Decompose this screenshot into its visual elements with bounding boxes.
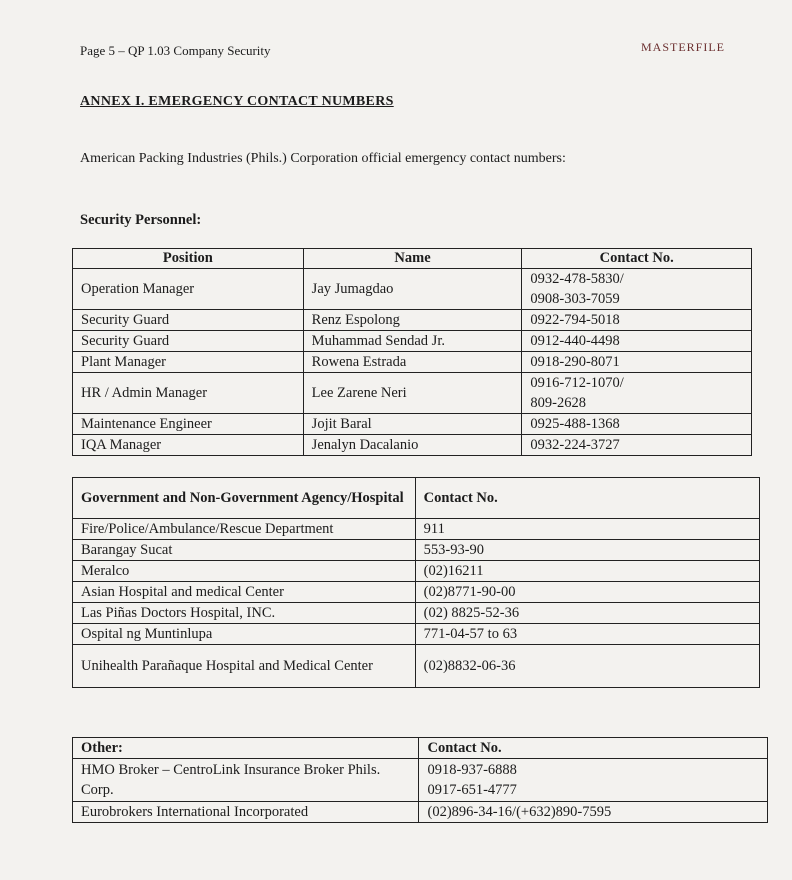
- table-row: [73, 582, 760, 603]
- other-name-cell: Eurobrokers International Incorporated: [73, 802, 419, 823]
- name-cell: Rowena Estrada: [303, 352, 522, 373]
- annex-title: ANNEX I. EMERGENCY CONTACT NUMBERS: [80, 94, 394, 109]
- contact-cell: 0922-794-5018: [522, 310, 752, 331]
- security-section-label: Security Personnel:: [80, 212, 202, 228]
- contact-line: 0918-937-6888: [427, 762, 517, 778]
- contact-cell: (02)8771-90-00: [415, 582, 759, 603]
- intro-text: American Packing Industries (Phils.) Corporation official emergency contact numbers:: [80, 151, 566, 166]
- name-cell: Lee Zarene Neri: [303, 373, 522, 414]
- position-cell: Maintenance Engineer: [73, 414, 304, 435]
- table-row: [73, 310, 752, 331]
- table-row: [73, 561, 760, 582]
- name-cell: Jay Jumagdao: [303, 269, 522, 310]
- table-header-row: [73, 249, 752, 269]
- table-row: [73, 373, 752, 414]
- column-header-agency: Government and Non-Government Agency/Hospital: [73, 478, 416, 519]
- position-cell: IQA Manager: [73, 435, 304, 456]
- name-cell: Jojit Baral: [303, 414, 522, 435]
- contact-cell: (02)896-34-16/(+632)890-7595: [419, 802, 768, 823]
- position-cell: HR / Admin Manager: [73, 373, 304, 414]
- contact-cell: 0925-488-1368: [522, 414, 752, 435]
- contact-cell: (02)8832-06-36: [415, 645, 759, 688]
- position-cell: Security Guard: [73, 331, 304, 352]
- agency-cell: Las Piñas Doctors Hospital, INC.: [73, 603, 416, 624]
- table-row: [73, 331, 752, 352]
- table-header-row: [73, 478, 760, 519]
- table-row: [73, 519, 760, 540]
- column-header-position: Position: [73, 249, 304, 269]
- contact-line: 0917-651-4777: [427, 782, 517, 798]
- security-personnel-table: [72, 248, 752, 456]
- contact-cell: 0912-440-4498: [522, 331, 752, 352]
- contact-cell: 771-04-57 to 63: [415, 624, 759, 645]
- table-row: [73, 624, 760, 645]
- government-contacts-table: [72, 477, 760, 688]
- agency-cell: Ospital ng Muntinlupa: [73, 624, 416, 645]
- agency-cell: Unihealth Parañaque Hospital and Medical Center: [73, 645, 416, 688]
- name-cell: Renz Espolong: [303, 310, 522, 331]
- name-cell: Muhammad Sendad Jr.: [303, 331, 522, 352]
- page-header: Page 5 – QP 1.03 Company Security: [80, 43, 271, 58]
- column-header-contact: Contact No.: [522, 249, 752, 269]
- contact-cell: (02) 8825-52-36: [415, 603, 759, 624]
- table-row: [73, 352, 752, 373]
- position-cell: Operation Manager: [73, 269, 304, 310]
- column-header-contact: Contact No.: [419, 738, 768, 759]
- contact-cell: 911: [415, 519, 759, 540]
- column-header-contact: Contact No.: [415, 478, 759, 519]
- contact-line: 0916-712-1070/: [530, 375, 624, 391]
- contact-cell: 0932-224-3727: [522, 435, 752, 456]
- agency-cell: Meralco: [73, 561, 416, 582]
- table-header-row: [73, 738, 768, 759]
- table-row: [73, 802, 768, 823]
- table-row: [73, 435, 752, 456]
- table-row: [73, 269, 752, 310]
- contact-cell: [522, 269, 752, 310]
- table-row: [73, 603, 760, 624]
- other-contacts-table: [72, 737, 768, 823]
- contact-line: 0932-478-5830/: [530, 271, 624, 287]
- column-header-name: Name: [303, 249, 522, 269]
- contact-line: 0908-303-7059: [530, 291, 620, 307]
- name-cell: Jenalyn Dacalanio: [303, 435, 522, 456]
- position-cell: Plant Manager: [73, 352, 304, 373]
- contact-cell: (02)16211: [415, 561, 759, 582]
- contact-cell: 0918-290-8071: [522, 352, 752, 373]
- table-row: [73, 414, 752, 435]
- agency-cell: Barangay Sucat: [73, 540, 416, 561]
- contact-cell: [522, 373, 752, 414]
- position-cell: Security Guard: [73, 310, 304, 331]
- agency-cell: Asian Hospital and medical Center: [73, 582, 416, 603]
- table-row: [73, 540, 760, 561]
- column-header-other: Other:: [73, 738, 419, 759]
- contact-cell: 553-93-90: [415, 540, 759, 561]
- table-row: [73, 759, 768, 802]
- table-row: [73, 645, 760, 688]
- contact-line: 809-2628: [530, 395, 586, 411]
- other-name-cell: HMO Broker – CentroLink Insurance Broker Phils. Corp.: [73, 759, 419, 802]
- contact-cell: [419, 759, 768, 802]
- masterfile-stamp: MASTERFILE: [641, 40, 726, 54]
- agency-cell: Fire/Police/Ambulance/Rescue Department: [73, 519, 416, 540]
